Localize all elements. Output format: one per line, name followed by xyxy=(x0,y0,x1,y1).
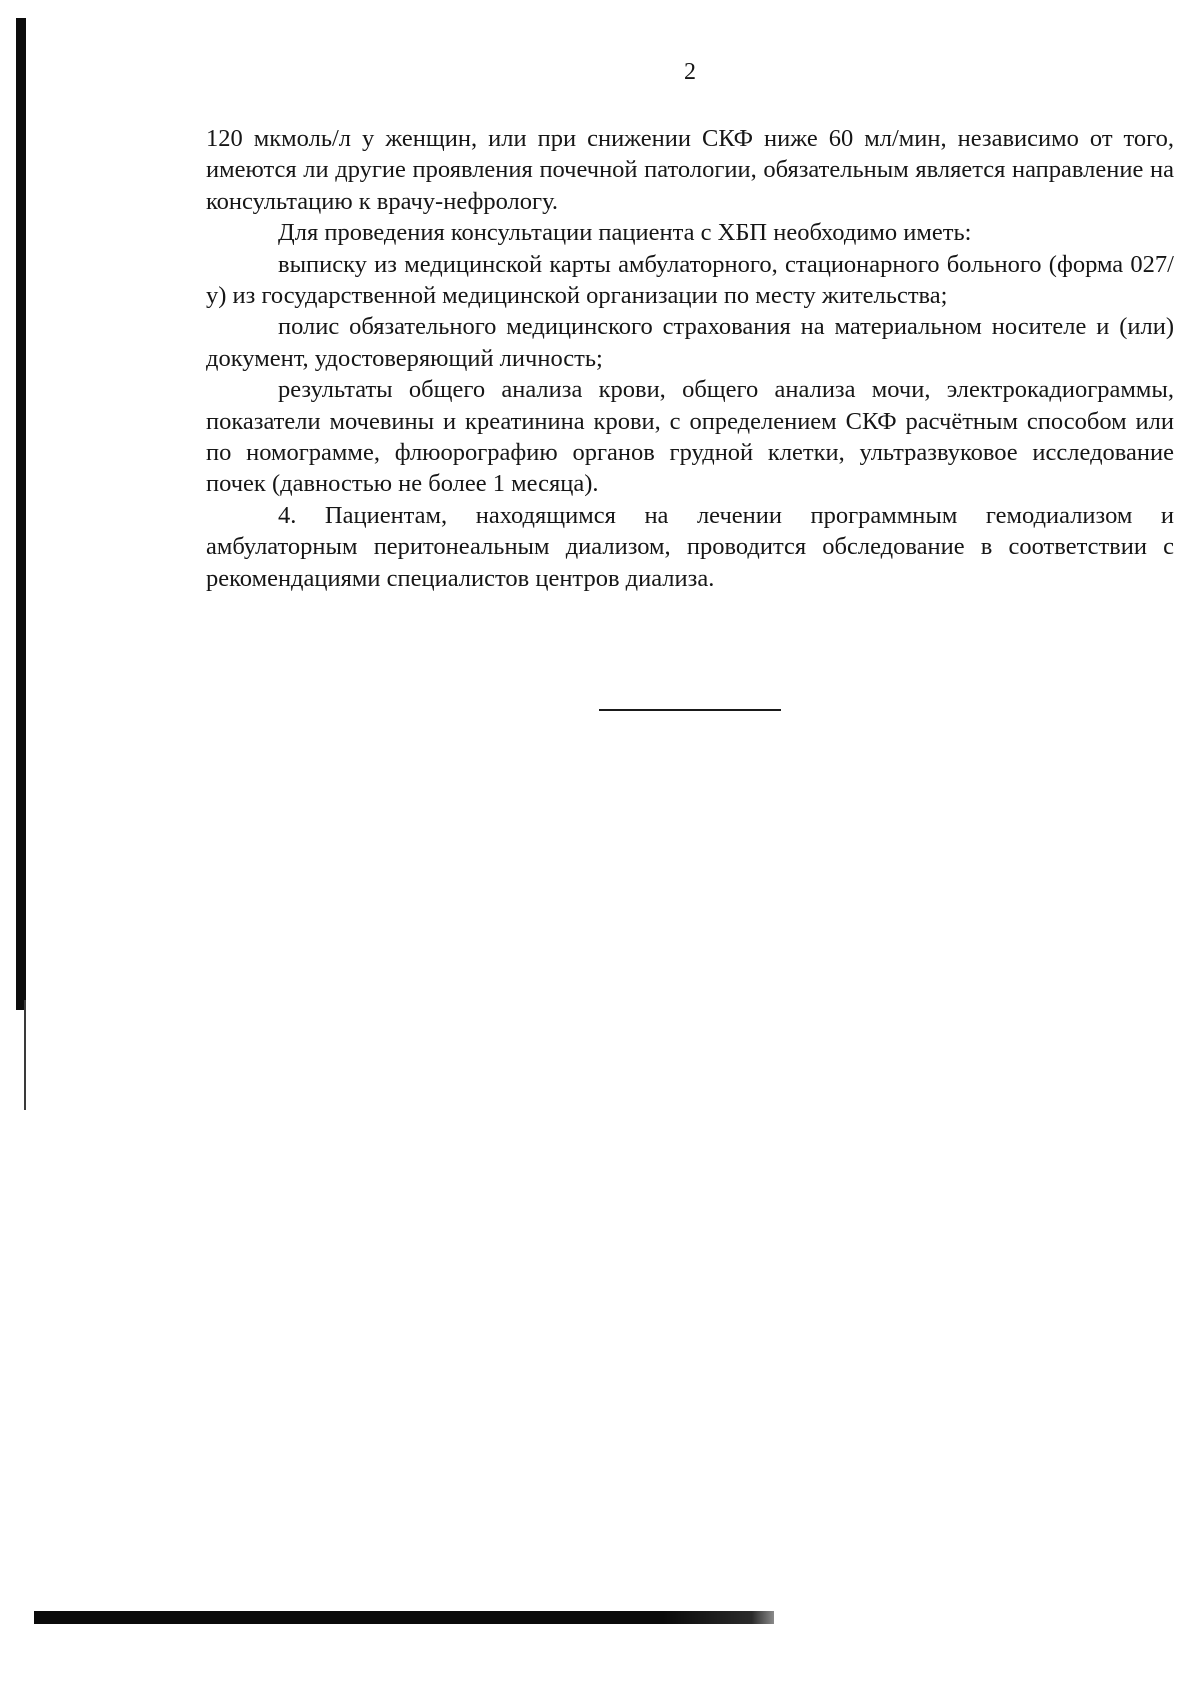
scan-bottom-edge-bar xyxy=(34,1611,774,1624)
paragraph-medical-record-extract: выписку из медицинской карты амбулаторного, стационарного больного (форма 027/у) из государственной медицинской организации по месту жительства; xyxy=(206,250,1174,310)
paragraph-consultation-requirements: Для проведения консультации пациента с ХБП необходимо иметь: xyxy=(278,219,972,247)
scan-left-edge-line xyxy=(24,1000,26,1110)
paragraph-continuation: 120 мкмоль/л у женщин, или при снижении СКФ ниже 60 мл/мин, независимо от того, имеются ли другие проявления почечной патологии, обязательным является направление на консультацию к врачу-нефрологу. xyxy=(206,125,1174,215)
page-number: 2 xyxy=(684,59,696,85)
paragraph-dialysis-patients: 4. Пациентам, находящимся на лечении программным гемодиализом и амбулаторным перитонеальным диализом, проводится обследование в соответствии с рекомендациями специалистов центров диализа. xyxy=(206,501,1174,592)
paragraph-test-results: результаты общего анализа крови, общего анализа мочи, электрокадиограммы, показатели мочевины и креатинина крови, с определением СКФ расчётным способом или по номограмме, флюорографию органов грудной клетки, ультразвуковое исследование почек (давностью не более 1 месяца). xyxy=(206,376,1174,498)
document-body xyxy=(206,123,1174,594)
scan-left-edge-bar xyxy=(16,18,26,1010)
end-separator-line xyxy=(599,709,781,711)
paragraph-insurance-policy: полис обязательного медицинского страхования на материальном носителе и (или) документ, удостоверяющий личность; xyxy=(206,313,1174,372)
